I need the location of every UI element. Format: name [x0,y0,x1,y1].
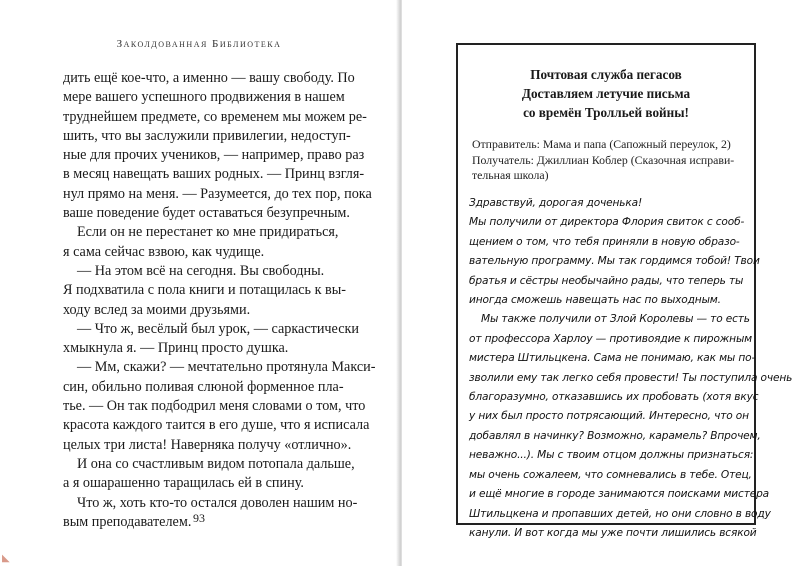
letter-line: Штильцкена и пропавших детей, но они словно в воду [469,507,771,520]
letter-line: и ещё многие в городе занимаются поисками мистера [469,488,770,501]
letter-line: Здравствуй, дорогая доченька! [469,197,643,209]
handwritten-letter [469,194,793,543]
page-number: 93 [193,511,205,525]
letter-line: иногда сможешь навещать нас по выходным. [469,294,721,307]
postal-header-line: со времён Тролльей войны! [523,105,689,120]
text-line: — Что ж, весёлый был урок, — саркастически [77,320,359,337]
right-page [402,0,800,566]
letter-line: благоразумно, отказавшись их пробовать (хотя вкус [469,391,759,404]
text-line: хмыкнула я. — Принц просто душка. [63,340,289,357]
text-line: нул прямо на меня. — Разумеется, до тех пор, пока [63,185,372,202]
text-line: в месяц навещать ваших родных. — Принц взгля- [63,166,365,183]
recipient-line: тельная школа) [472,168,549,182]
text-line: дить ещё кое-что, а именно — вашу свободу. По [63,70,355,86]
text-line: а я ошарашенно таращилась ей в спину. [63,475,304,492]
text-line: вым преподавателем. [63,513,192,530]
text-line: тье. — Он так подбодрил меня словами о том, что [63,398,366,415]
text-line: Если он не перестанет ко мне придираться, [77,224,339,241]
letter-addressing [472,137,742,184]
text-line: И она со счастливым видом потопала дальше, [77,455,355,472]
left-page [0,0,398,566]
letter-line: от профессора Харлоу — противоядие к пирожным [469,332,753,345]
postal-header [458,65,754,122]
letter-frame [456,43,793,539]
running-head: Заколдованная Библиотека [116,38,282,50]
recipient-line: Получатель: Джиллиан Коблер (Сказочная исправи- [472,152,735,167]
text-line: целых три листа! Наверняка получу «отлично». [63,436,352,453]
text-line: Что ж, хоть кто-то остался доволен нашим но- [77,494,358,511]
text-line: Я подхватила с пола книги и потащилась к вы- [63,282,346,299]
letter-line: щением о том, что тебя приняли в новую образо- [469,235,740,248]
text-line: ваше поведение будет оставаться безупречным. [63,205,350,222]
letter-line: мы очень сожалеем, что сомневались в тебе. Отец, [469,468,752,481]
text-line: ходу вслед за моими друзьями. [63,301,251,318]
text-line: — Мм, скажи? — мечтательно протянула Макси- [77,359,376,376]
text-line: — На этом всё на сегодня. Вы свободны. [77,262,325,279]
text-line: труднейшем предмете, со временем мы можем ре- [63,108,367,125]
text-line: мере вашего успешного продвижения в нашем [63,89,345,106]
letter-line: вательную программу. Мы так гордимся тобой! Твои [469,255,760,268]
letter-line: Мы получили от директора Флория свиток с сооб- [469,216,745,229]
text-line: красота каждого таится в его душе, что я исписала [63,417,370,434]
sender-line: Отправитель: Мама и папа (Сапожный переулок, 2) [472,137,731,151]
body-text [63,69,376,532]
text-line: я сама сейчас взвою, как чудище. [63,243,265,260]
letter-line: Мы также получили от Злой Королевы — то есть [481,313,750,326]
letter-line: добавлял в начинку? Возможно, карамель? Впрочем, [469,429,761,442]
text-line: ные для прочих учеников, — например, право раз [63,147,365,164]
letter-line: канули. И вот когда мы уже почти лишились всякой [469,526,757,539]
text-line: син, обильно поливая слюной форменное пла- [63,378,344,395]
letter-line: братья и сёстры необычайно рады, что теперь ты [469,274,744,287]
letter-line: у них был просто потрясающий. Интересно, что он [469,410,749,423]
corner-marker-icon: ◣ [2,553,10,564]
postal-header-line: Доставляем летучие письма [521,86,691,101]
letter-line: неважно...). Мы с твоим отцом должны признаться: [469,449,754,462]
letter-line: мистера Штильцкена. Сама не понимаю, как мы по- [469,352,756,365]
text-line: шить, что вы заслужили привилегии, недоступ- [63,127,351,144]
letter-line: зволили ему так легко себя провести! Ты поступила очень [469,371,793,384]
postal-header-line: Почтовая служба пегасов [530,67,682,82]
